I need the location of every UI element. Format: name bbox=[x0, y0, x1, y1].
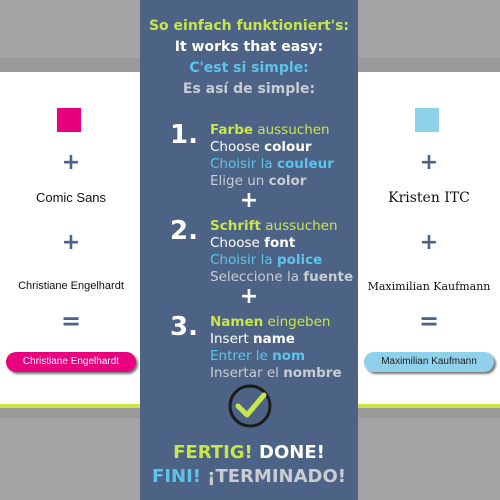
step-text bbox=[210, 122, 334, 190]
plus-sign: + bbox=[419, 230, 439, 255]
intro-fr: C'est si simple: bbox=[189, 60, 309, 76]
step-en-bold: colour bbox=[264, 139, 312, 155]
step-de-bold: Namen bbox=[210, 314, 264, 330]
step-es-pre: Insertar el bbox=[210, 365, 284, 381]
done-fr: FINI! bbox=[152, 466, 201, 487]
intro-de: So einfach funktioniert's: bbox=[148, 18, 350, 34]
color-swatch-pink bbox=[57, 108, 81, 132]
step-de-bold: Schrift bbox=[210, 218, 261, 234]
step-es-pre: Elige un bbox=[210, 173, 269, 189]
step-number: 1. bbox=[170, 120, 198, 150]
step-fr-bold: couleur bbox=[276, 156, 334, 172]
person-name: Christiane Engelhardt bbox=[18, 280, 124, 292]
intro-es: Es así de simple: bbox=[182, 81, 316, 97]
step-de-rest: aussuchen bbox=[260, 218, 338, 234]
plus-sign: + bbox=[239, 284, 259, 309]
font-name: Kristen ITC bbox=[388, 190, 470, 206]
step-en-bold: font bbox=[264, 235, 296, 251]
step-text bbox=[210, 218, 353, 286]
check-circle-icon bbox=[226, 382, 274, 430]
intro-en: It works that easy: bbox=[174, 39, 324, 55]
step-de-bold: Farbe bbox=[210, 122, 254, 138]
plus-sign: + bbox=[61, 150, 81, 175]
step-fr-bold: police bbox=[276, 252, 323, 268]
step-en-pre: Insert bbox=[210, 331, 254, 347]
step-es-bold: nombre bbox=[283, 365, 342, 381]
step-fr-bold: nom bbox=[272, 348, 306, 364]
done-en: DONE! bbox=[252, 442, 325, 463]
done-line-2 bbox=[140, 466, 358, 487]
font-name: Comic Sans bbox=[35, 190, 107, 205]
name-label-result: Christiane Engelhardt bbox=[6, 352, 136, 372]
step-fr-pre: Entrer le bbox=[210, 348, 273, 364]
equals-sign: = bbox=[418, 307, 440, 335]
step-text bbox=[210, 314, 342, 382]
step-en-pre: Choose bbox=[210, 235, 265, 251]
right-example-card bbox=[358, 72, 500, 404]
step-number: 2. bbox=[170, 216, 198, 246]
instructions-panel bbox=[140, 0, 358, 500]
step-de-rest: aussuchen bbox=[253, 122, 330, 138]
done-es: ¡TERMINADO! bbox=[201, 466, 346, 487]
step-fr-pre: Choisir la bbox=[210, 252, 277, 268]
step-es-pre: Seleccione la bbox=[210, 269, 304, 285]
done-de: FERTIG! bbox=[173, 442, 253, 463]
done-line-1 bbox=[140, 442, 358, 463]
plus-sign: + bbox=[61, 230, 81, 255]
plus-sign: + bbox=[239, 188, 259, 213]
step-fr-pre: Choisir la bbox=[210, 156, 277, 172]
intro-heading bbox=[140, 16, 358, 100]
color-swatch-light-blue bbox=[415, 108, 439, 132]
step-en-bold: name bbox=[253, 331, 295, 347]
equals-sign: = bbox=[60, 307, 82, 335]
step-number: 3. bbox=[170, 312, 198, 342]
step-en-pre: Choose bbox=[210, 139, 265, 155]
step-3 bbox=[140, 312, 358, 392]
plus-sign: + bbox=[419, 150, 439, 175]
step-es-bold: fuente bbox=[303, 269, 354, 285]
name-label-result: Maximilian Kaufmann bbox=[364, 352, 494, 372]
left-example-card bbox=[0, 72, 142, 404]
step-de-rest: eingeben bbox=[263, 314, 331, 330]
person-name: Maximilian Kaufmann bbox=[367, 280, 491, 293]
step-es-bold: color bbox=[268, 173, 307, 189]
